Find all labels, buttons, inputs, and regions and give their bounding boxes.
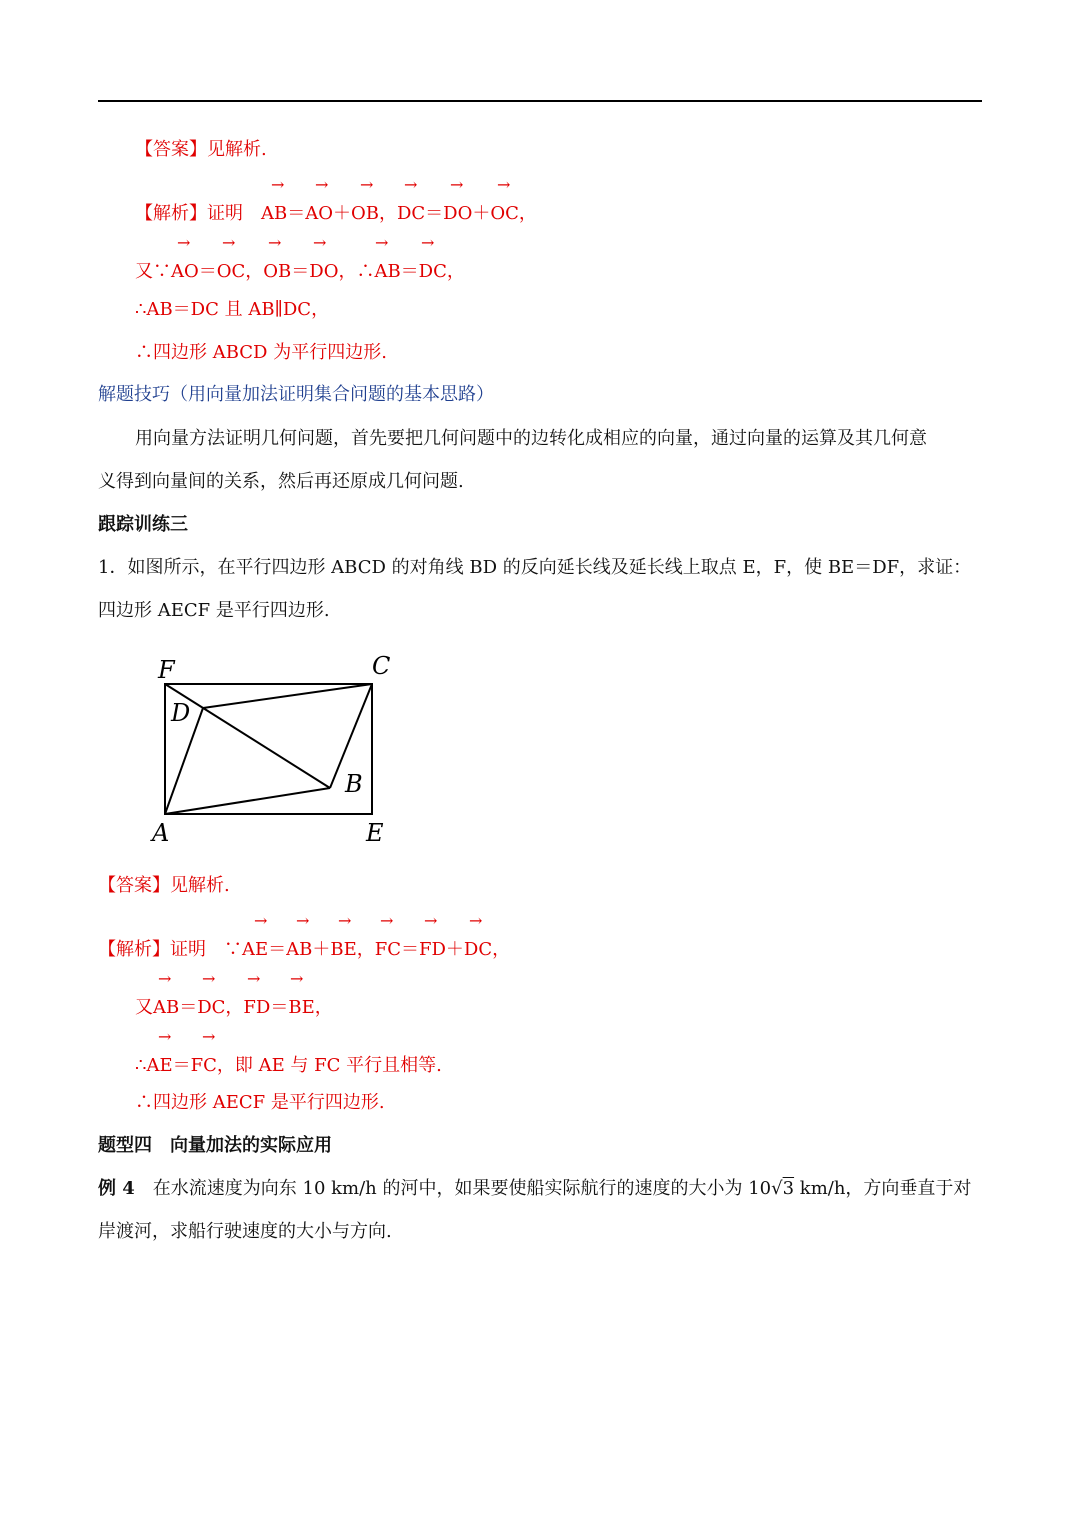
figure-line-AB	[165, 788, 330, 814]
answer-2: 【答案】见解析.	[98, 875, 230, 896]
example-4-line-2: 岸渡河，求船行驶速度的大小与方向.	[98, 1221, 392, 1242]
vector-arrows-3: → → → → → →	[254, 911, 483, 930]
analysis-1-line-2: 又∵AO＝OC，OB＝DO，∴AB＝DC，	[135, 261, 465, 282]
practice-title: 跟踪训练三	[98, 514, 188, 535]
example-4-text-a: 在水流速度为向东 10 km/h 的河中，如果要使船实际航行的速度的大小为 10	[152, 1178, 772, 1199]
analysis-2-line-4: ∴四边形 AECF 是平行四边形.	[135, 1092, 385, 1113]
vector-arrows-4: → → → →	[158, 969, 304, 988]
header-rule	[98, 100, 982, 102]
analysis-1-line-1: 【解析】证明 AB＝AO＋OB，DC＝DO＋OC，	[135, 203, 537, 224]
problem-1-line-2: 四边形 AECF 是平行四边形.	[98, 600, 330, 621]
vector-arrows-5: → →	[158, 1027, 216, 1046]
example-4-line-1: 例 4 在水流速度为向东 10 km/h 的河中，如果要使船实际航行的速度的大小为 10√3 km/h，方向垂直于对	[98, 1178, 972, 1199]
vector-arrows-2: → → → → → →	[177, 233, 435, 252]
label-B: B	[345, 770, 363, 798]
label-E: E	[366, 819, 384, 847]
vector-arrows-1: → → → → → →	[271, 175, 511, 194]
problem-1-line-1: 1．如图所示，在平行四边形 ABCD 的对角线 BD 的反向延长线及延长线上取点 E，F，使 BE＝DF，求证：	[98, 557, 972, 578]
tips-title: 解题技巧（用向量加法证明集合问题的基本思路）	[98, 384, 494, 405]
tips-text-line-1: 用向量方法证明几何问题，首先要把几何问题中的边转化成相应的向量，通过向量的运算及其几何意	[135, 428, 927, 449]
label-A: A	[152, 819, 170, 847]
answer-1: 【答案】见解析.	[135, 139, 267, 160]
analysis-2-line-2: 又AB＝DC，FD＝BE，	[135, 997, 333, 1018]
example-4-text-b: km/h，方向垂直于对	[794, 1178, 972, 1199]
example-4-sqrt-value: 3	[782, 1178, 795, 1199]
analysis-2-line-1: 【解析】证明 ∵AE＝AB＋BE，FC＝FD＋DC，	[98, 939, 511, 960]
analysis-1-line-4: ∴四边形 ABCD 为平行四边形.	[135, 342, 387, 363]
example-4-label: 例 4	[98, 1178, 135, 1199]
figure-line-DC	[203, 684, 372, 708]
label-F: F	[158, 656, 175, 684]
label-C: C	[372, 652, 391, 680]
label-D: D	[171, 699, 191, 727]
section-4-title: 题型四 向量加法的实际应用	[98, 1135, 332, 1156]
analysis-1-line-3: ∴AB＝DC 且 AB∥DC，	[135, 299, 330, 320]
parallelogram-figure	[140, 648, 410, 853]
tips-text-line-2: 义得到向量间的关系，然后再还原成几何问题.	[98, 471, 464, 492]
analysis-2-line-3: ∴AE＝FC，即 AE 与 FC 平行且相等.	[135, 1055, 442, 1076]
